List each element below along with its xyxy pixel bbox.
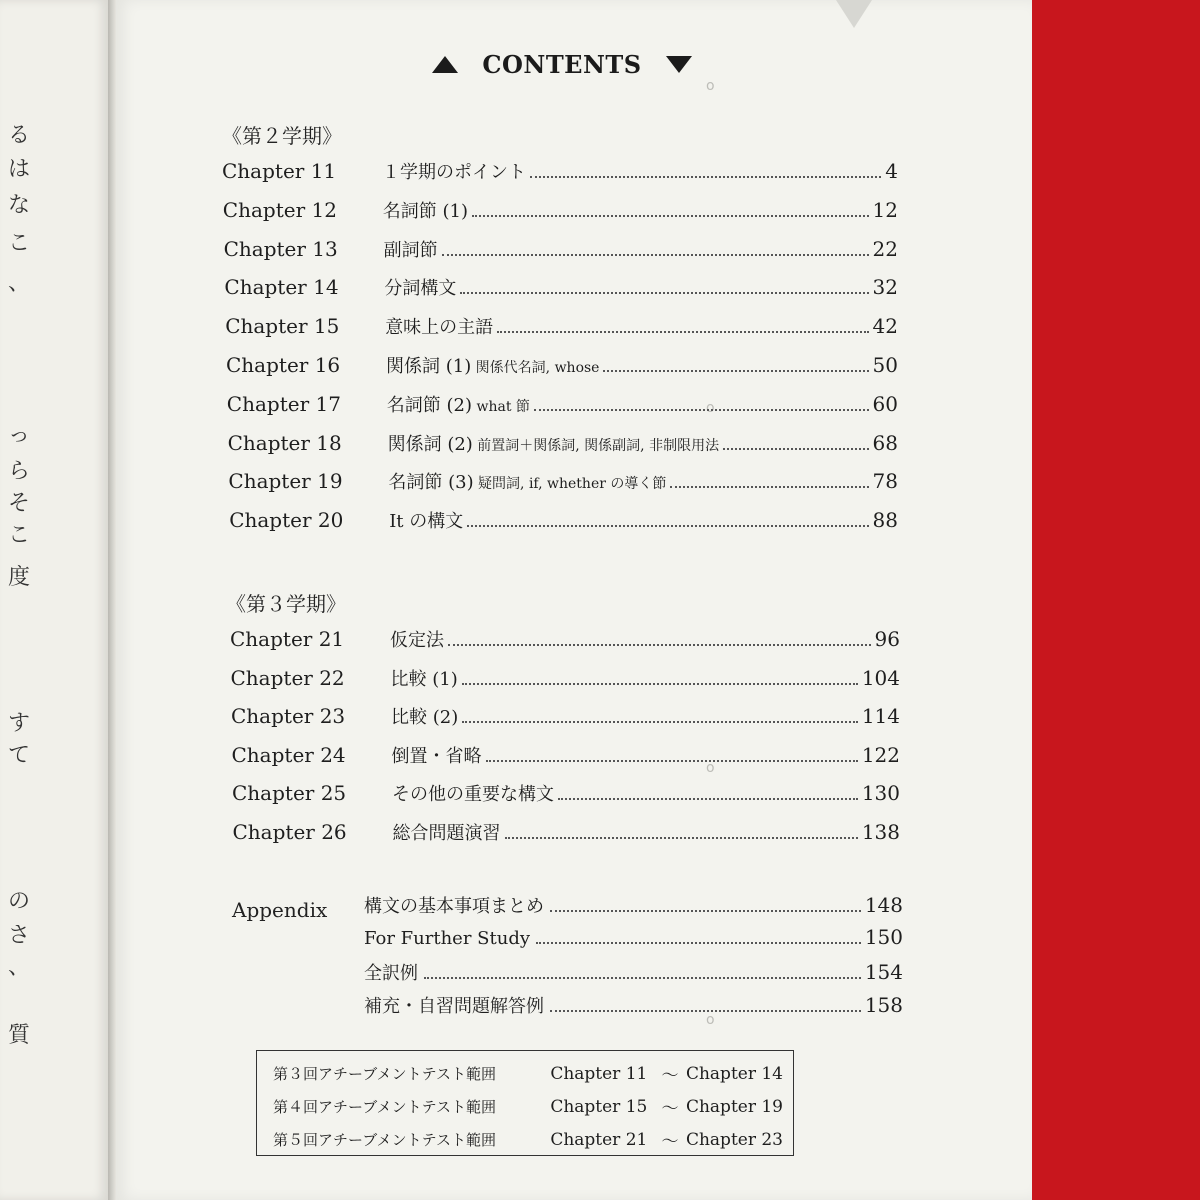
chapter-number: Chapter 21 <box>230 627 345 651</box>
test-range-label: 第３回アチーブメントテスト範囲 <box>273 1065 497 1083</box>
left-page-char: っ <box>7 423 30 448</box>
dot-leader <box>723 448 868 450</box>
chapter-number: Chapter 16 <box>226 353 341 377</box>
left-page-char: そ <box>7 491 30 516</box>
left-page-char: 度 <box>7 565 30 590</box>
contents-row <box>227 391 898 421</box>
test-range-label: 第５回アチーブメントテスト範囲 <box>273 1131 497 1149</box>
page-number: 130 <box>861 781 900 806</box>
left-page-char: の <box>7 889 30 914</box>
chapter-number: Chapter 12 <box>222 197 337 222</box>
chapter-title: 名詞節 (3) 疑問詞, if, whether の導く節 <box>388 472 667 494</box>
term-3-label: 《第３学期》 <box>226 592 346 616</box>
page-number: 88 <box>872 508 898 533</box>
chapter-subtitle: what 節 <box>472 398 530 415</box>
contents-page: o o o o <box>116 0 1032 1200</box>
page-number: 68 <box>872 430 898 455</box>
term-2-label: 《第２学期》 <box>222 124 342 148</box>
achievement-test-row <box>273 1123 783 1156</box>
dot-leader <box>462 683 858 685</box>
page-number: 150 <box>864 925 903 950</box>
chapter-number: Chapter 11 <box>222 159 337 183</box>
page-number: 42 <box>872 314 898 339</box>
contents-row <box>224 236 898 266</box>
appendix-row <box>364 892 903 922</box>
dot-leader <box>497 331 868 333</box>
appendix-row <box>364 925 903 955</box>
dot-leader <box>530 176 881 178</box>
triangle-down-icon <box>666 56 692 73</box>
achievement-test-box <box>256 1050 794 1156</box>
chapter-number: Chapter 24 <box>231 742 346 767</box>
page-number: 114 <box>861 704 900 729</box>
range-start: Chapter 21 <box>550 1129 648 1150</box>
appendix-title: For Further Study <box>364 928 531 950</box>
range-end: Chapter 19 <box>685 1096 783 1117</box>
page-number: 22 <box>872 236 898 261</box>
left-page-char: な <box>7 193 30 218</box>
contents-row <box>229 507 898 537</box>
left-page-char: る <box>7 123 30 148</box>
range-separator: 〜 <box>661 1066 679 1086</box>
left-page <box>0 0 108 1200</box>
chapter-title: その他の重要な構文 <box>392 784 554 806</box>
left-page-char: さ <box>7 923 30 948</box>
chapter-number: Chapter 14 <box>224 275 339 300</box>
contents-row <box>226 352 898 382</box>
chapter-title: 倒置・省略 <box>391 745 482 767</box>
chapter-number: Chapter 13 <box>223 236 338 261</box>
left-page-char: ら <box>7 459 30 484</box>
left-page-char: は <box>7 157 30 182</box>
page-number: 4 <box>885 159 898 183</box>
dot-leader <box>603 370 868 372</box>
dot-leader <box>558 798 858 800</box>
chapter-title: 関係詞 (2) 前置詞＋関係詞, 関係副詞, 非制限用法 <box>387 433 720 455</box>
chapter-title: 意味上の主語 <box>385 317 494 339</box>
book-gutter <box>108 0 116 1200</box>
left-page-char: こ <box>7 523 30 548</box>
chapter-title: 仮定法 <box>390 630 444 651</box>
chapter-subtitle: 前置詞＋関係詞, 関係副詞, 非制限用法 <box>472 437 720 454</box>
contents-row <box>223 197 898 227</box>
chapter-title: 関係詞 (1) 関係代名詞, whose <box>386 356 600 377</box>
page-number: 50 <box>872 353 898 377</box>
left-page-char: こ <box>7 231 30 256</box>
left-page-char: 、 <box>7 271 30 296</box>
dot-leader <box>670 486 868 488</box>
dot-leader <box>462 721 858 723</box>
chapter-title: 分詞構文 <box>384 278 457 300</box>
appendix-title: 補充・自習問題解答例 <box>364 995 544 1017</box>
chapter-number: Chapter 26 <box>232 820 347 844</box>
chapter-title: 比較 (1) <box>390 668 458 690</box>
appendix-title: 構文の基本事項まとめ <box>364 896 544 917</box>
range-separator: 〜 <box>661 1099 679 1119</box>
range-end: Chapter 23 <box>685 1129 783 1150</box>
contents-row <box>222 158 898 188</box>
dot-leader <box>442 254 869 256</box>
range-start: Chapter 11 <box>550 1063 648 1084</box>
chapter-number: Chapter 17 <box>226 391 341 416</box>
range-start: Chapter 15 <box>550 1096 648 1117</box>
page-number: 12 <box>872 197 898 222</box>
left-page-char: 、 <box>7 955 30 980</box>
chapter-subtitle: 関係代名詞, whose <box>471 360 600 376</box>
page-number: 78 <box>872 469 898 494</box>
page-number: 158 <box>864 992 903 1017</box>
appendix-row <box>364 959 903 989</box>
chapter-title: １学期のポイント <box>382 162 526 183</box>
chapter-subtitle: 疑問詞, if, whether の導く節 <box>473 476 667 493</box>
dot-leader <box>536 942 861 944</box>
dot-leader <box>505 837 858 839</box>
contents-row <box>232 780 900 810</box>
dot-leader <box>550 910 861 912</box>
range-separator: 〜 <box>661 1132 679 1152</box>
chapter-title: 比較 (2) <box>391 707 459 729</box>
page-number: 104 <box>861 665 900 690</box>
page-number: 138 <box>861 820 900 844</box>
chapter-number: Chapter 18 <box>227 430 342 455</box>
page-number: 96 <box>874 627 900 651</box>
chapter-number: Chapter 23 <box>231 704 346 729</box>
contents-row <box>228 430 898 460</box>
dot-leader <box>486 760 858 762</box>
chapter-number: Chapter 19 <box>228 469 343 494</box>
dot-leader <box>424 977 861 979</box>
dot-leader <box>534 409 869 411</box>
contents-row <box>224 274 898 304</box>
dot-leader <box>467 525 868 527</box>
chapter-title: 名詞節 (2) what 節 <box>386 394 530 416</box>
dot-leader <box>550 1010 861 1012</box>
test-range-label: 第４回アチーブメントテスト範囲 <box>273 1098 497 1116</box>
left-page-char: す <box>7 711 30 736</box>
contents-row <box>231 703 900 733</box>
red-background <box>1032 0 1200 1200</box>
page-number: 32 <box>872 275 898 300</box>
dot-leader <box>472 215 869 217</box>
chapter-title: 総合問題演習 <box>392 823 501 844</box>
page-number: 122 <box>861 742 900 767</box>
contents-row <box>225 313 898 343</box>
contents-row <box>233 819 901 849</box>
contents-row <box>228 468 898 498</box>
chapter-number: Chapter 25 <box>232 781 347 806</box>
left-page-char: て <box>7 743 30 768</box>
appendix-row <box>364 992 903 1022</box>
range-end: Chapter 14 <box>685 1063 783 1084</box>
achievement-test-row <box>273 1090 783 1123</box>
dot-leader <box>448 644 871 646</box>
page-number: 148 <box>864 893 903 917</box>
contents-row <box>230 626 900 656</box>
chapter-number: Chapter 22 <box>230 665 345 690</box>
achievement-test-row <box>273 1057 783 1090</box>
chapter-title: 副詞節 <box>383 239 438 261</box>
chapter-number: Chapter 15 <box>225 314 340 339</box>
contents-row <box>231 665 901 695</box>
page-number: 60 <box>872 391 898 416</box>
contents-row <box>232 742 901 772</box>
chapter-title: 名詞節 (1) <box>382 200 469 222</box>
contents-heading <box>432 44 692 84</box>
appendix-label: Appendix <box>232 898 328 922</box>
left-page-char: 質 <box>7 1023 30 1048</box>
chapter-title: It の構文 <box>389 511 464 533</box>
page-title: CONTENTS <box>482 49 642 79</box>
triangle-up-icon <box>432 56 458 73</box>
dot-leader <box>460 292 868 294</box>
page-number: 154 <box>864 959 903 984</box>
appendix-title: 全訳例 <box>364 962 418 984</box>
top-triangle-mark <box>836 0 872 28</box>
chapter-number: Chapter 20 <box>229 508 344 533</box>
